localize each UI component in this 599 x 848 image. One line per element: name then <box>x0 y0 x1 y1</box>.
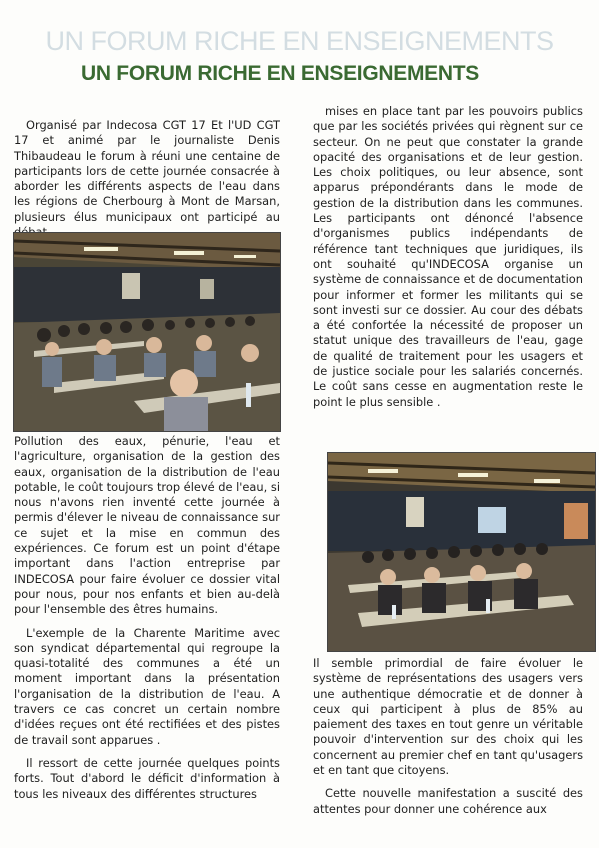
paragraph-intro: Organisé par Indecosa CGT 17 Et l'UD CGT 17 et animé par le journaliste Denis Thibaudeau le forum à réuni une centaine de participants lors de cette journée consacrée à aborder les différents aspects de l'eau dans les régions de Cherbourg à Mont de Marsan, plusieurs élus municipaux ont participé au <box>14 118 280 224</box>
paragraph-pollution: Pollution des eaux, pénurie, l'eau et l'agriculture, organisation de la gestion des eaux, organisation de la distribution de l'eau potable, le coût toujours trop élevé de l'eau, si nous n'avons rien inventé cette journée à permis d'élever le niveau de connaissance sur ce sujet et la mise en commun des expériences. Ce forum est un point d'étape important dans l'action entreprise par INDECOSA pour faire évoluer ce dossier vital pour nous, pour nos enfants et bien au-delà pour l'ensemble des êtres humains. <box>14 434 280 617</box>
left-column-intro <box>14 118 280 240</box>
right-column-bottom <box>313 656 583 817</box>
forum-photo-tables <box>327 452 596 652</box>
paragraph-structures: mises en place tant par les pouvoirs publics que par les sociétés privées qui règnent sur ce secteur. On ne peut que constater la grande opacité des organisations et de leur gestion. Les choix politiques, ou leur absence, sont apparus prépondérants dans le mode de gestion de la distribution dans les communes. Les participants ont dénoncé l'absence d'organismes publics indépendants de référence tant techniques que juridiques, ils ont souhaité qu'INDECOSA organise un système de connaissance et de documentation pour informer et former les militants qui se sont investi sur ce dossier. Au cour des débats a été confortée la nécessité de proposer un statut unique des travailleurs de l'eau, gage de qualité de traitement pour les usagers et de justice sociale pour les salariés concernés. Le coût sans cesse en augmentation reste le point le plus sensible . <box>313 104 583 409</box>
right-column-top <box>313 104 583 410</box>
paragraph-charente: L'exemple de la Charente Maritime avec son syndicat départemental qui regroupe la quasi-totalité des communes a été un moment important dans la présentation l'organisation de la distribution de l'eau. A travers ce cas concret un certain nombre d'idées reçues ont été rectifiées et des pistes de travail sont apparues . <box>14 625 280 747</box>
forum-photo-audience <box>13 232 281 432</box>
left-column-body <box>14 434 280 802</box>
paragraph-points-forts: Il ressort de cette journée quelques points forts. Tout d'abord le déficit d'information à tous les niveaux des différentes structures <box>14 755 280 801</box>
title-shadow: UN FORUM RICHE EN ENSEIGNEMENTS <box>45 26 554 56</box>
paragraph-representation: Il semble primordial de faire évoluer le système de représentations des usagers vers une authentique démocratie et de donner à ceux qui participent à plus de 85% au paiement des taxes en tout genre un véritable pouvoir d'intervention sur des choix qui les concernent au premier chef en tant qu'usagers et en tant que citoyens. <box>313 656 583 778</box>
paragraph-manifestation: Cette nouvelle manifestation a suscité des attentes pour donner une cohérence aux <box>313 786 583 816</box>
article-title: UN FORUM RICHE EN ENSEIGNEMENTS <box>81 62 479 85</box>
